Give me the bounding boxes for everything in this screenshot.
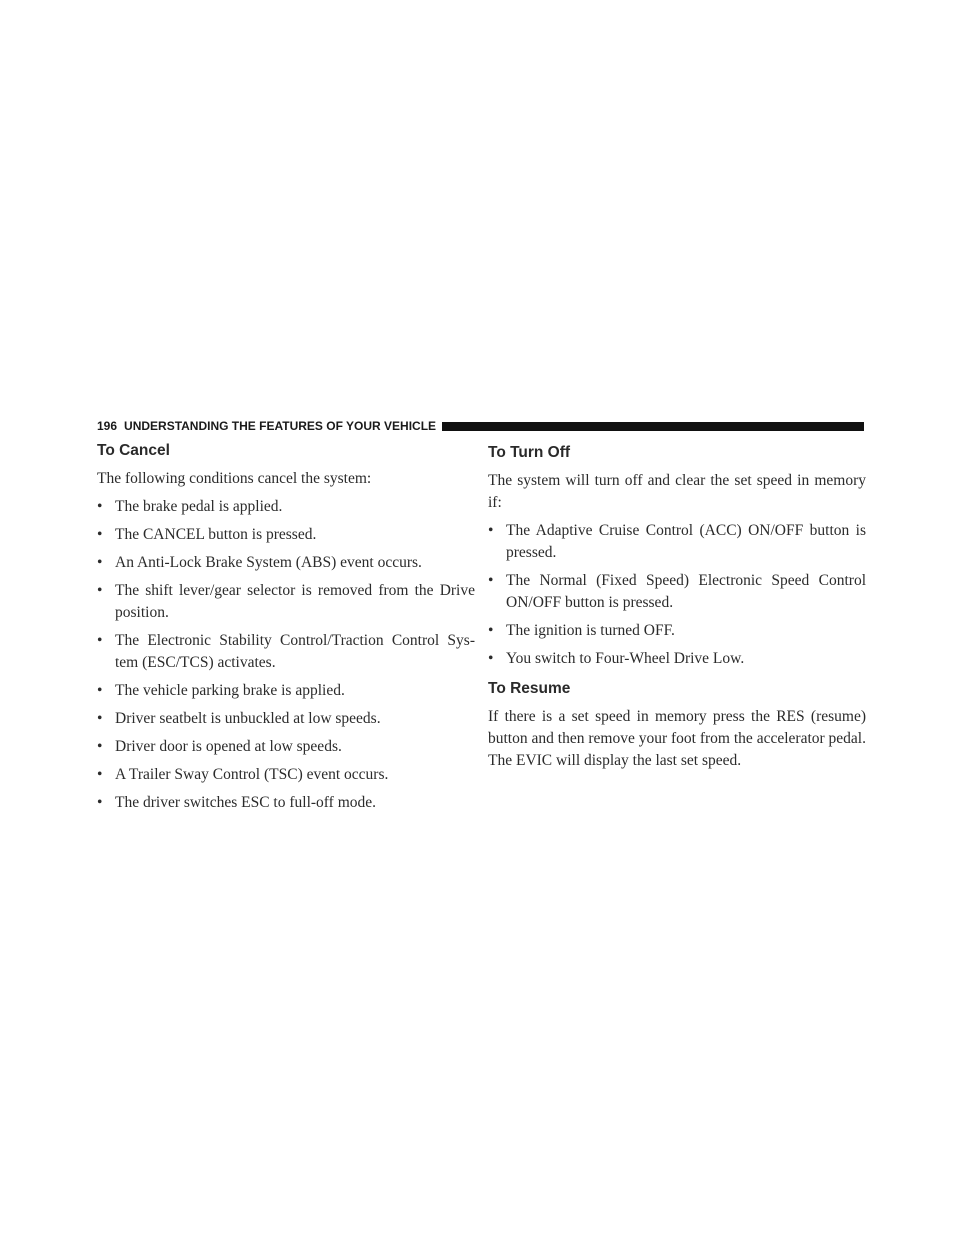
list-item: • Driver seatbelt is unbuckled at low speeds. xyxy=(97,708,475,730)
resume-text: If there is a set speed in memory press the RES (resume) button and then remove your foot from the accelerator pedal. The EVIC will display the last set speed. xyxy=(488,708,866,769)
list-item: • An Anti-Lock Brake System (ABS) event occurs. xyxy=(97,552,475,574)
bullet-icon: • xyxy=(488,522,494,539)
bullet-icon: • xyxy=(97,710,103,727)
bullet-icon: • xyxy=(488,622,494,639)
bullet-icon: • xyxy=(97,794,103,811)
turn-off-intro: The system will turn off and clear the set speed in memory if: xyxy=(488,472,866,511)
header-rule xyxy=(442,422,864,431)
list-item: • Driver door is opened at low speeds. xyxy=(97,736,475,758)
bullet-icon: • xyxy=(97,766,103,783)
bullet-icon: • xyxy=(97,526,103,543)
page-header xyxy=(97,418,864,434)
list-item: • The Electronic Stability Control/Traction Control Sys-tem (ESC/TCS) activates. xyxy=(97,632,475,671)
page-number: 196 xyxy=(97,419,118,433)
left-column xyxy=(97,440,475,814)
list-item: • You switch to Four-Wheel Drive Low. xyxy=(488,648,866,670)
cancel-intro: The following conditions cancel the system: xyxy=(97,470,372,487)
bullet-icon: • xyxy=(488,572,494,589)
right-column xyxy=(488,440,866,772)
heading-to-resume: To Resume xyxy=(488,680,571,697)
section-title: UNDERSTANDING THE FEATURES OF YOUR VEHICLE xyxy=(124,419,437,433)
bullet-icon: • xyxy=(488,650,494,667)
list-item: • The CANCEL button is pressed. xyxy=(97,524,475,546)
list-item: • The ignition is turned OFF. xyxy=(488,620,866,642)
list-item: • The driver switches ESC to full-off mode. xyxy=(97,792,475,814)
heading-to-cancel: To Cancel xyxy=(97,442,170,459)
list-item: • The vehicle parking brake is applied. xyxy=(97,680,475,702)
heading-to-turn-off: To Turn Off xyxy=(488,444,571,461)
list-item: • The Normal (Fixed Speed) Electronic Speed Control ON/OFF button is pressed. xyxy=(488,572,866,611)
turn-off-conditions-list xyxy=(488,520,866,670)
bullet-icon: • xyxy=(97,554,103,571)
bullet-icon: • xyxy=(97,682,103,699)
bullet-icon: • xyxy=(97,498,103,515)
cancel-conditions-list xyxy=(97,496,475,814)
list-item: • The brake pedal is applied. xyxy=(97,496,475,518)
list-item: • The shift lever/gear selector is removed from the Drive position. xyxy=(97,582,475,621)
bullet-icon: • xyxy=(97,632,103,649)
list-item: • The Adaptive Cruise Control (ACC) ON/OFF button is pressed. xyxy=(488,522,866,561)
list-item: • A Trailer Sway Control (TSC) event occurs. xyxy=(97,764,475,786)
bullet-icon: • xyxy=(97,582,103,599)
bullet-icon: • xyxy=(97,738,103,755)
